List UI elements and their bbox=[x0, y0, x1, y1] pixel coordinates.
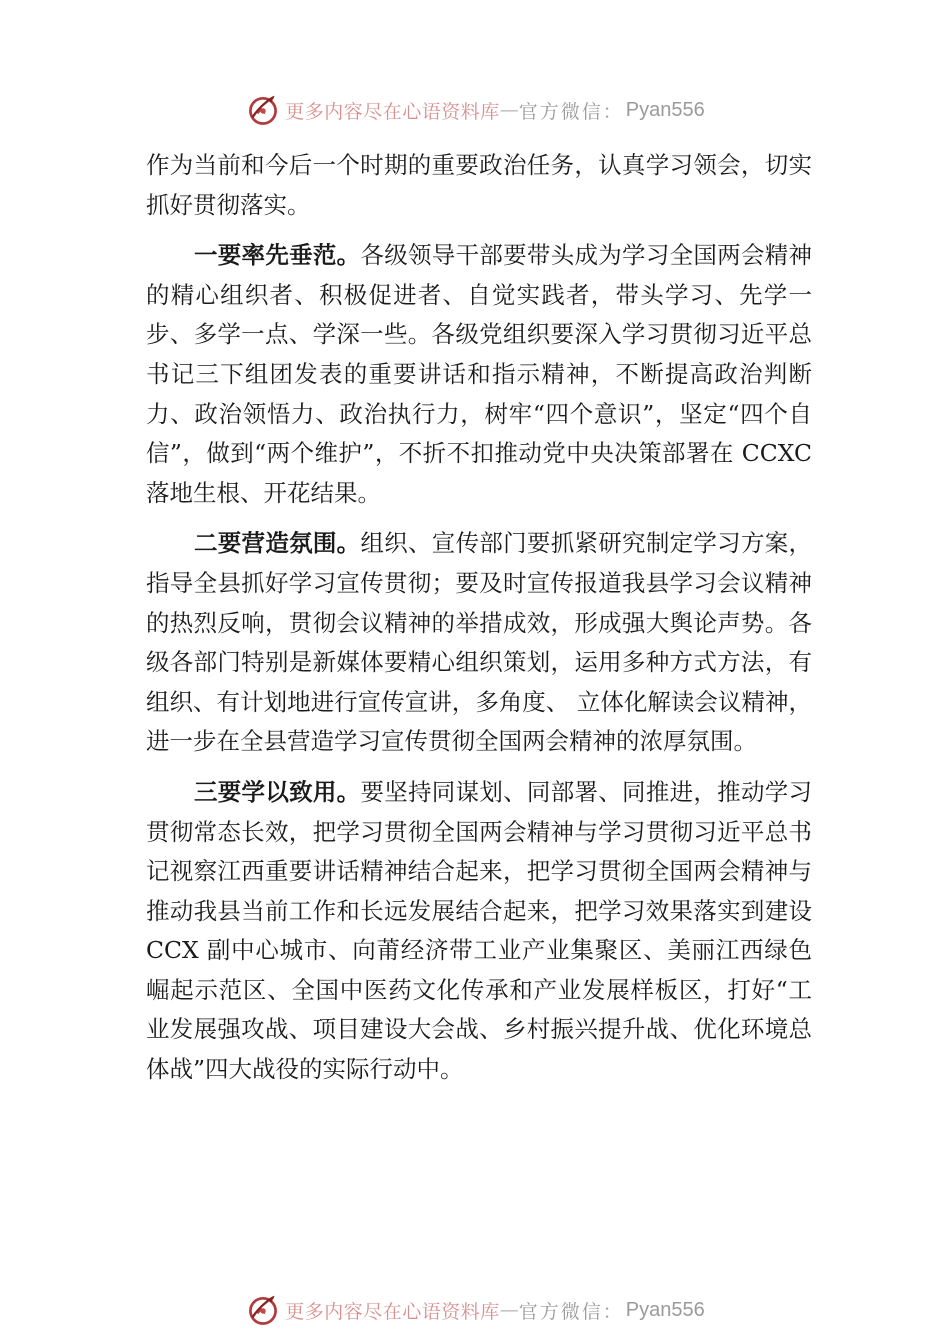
paragraph-section-1 bbox=[146, 236, 812, 513]
paragraph-lead: 三要学以致用。 bbox=[194, 777, 361, 806]
watermark-title: 更多内容尽在心语资料库 bbox=[285, 100, 500, 123]
paragraph-lead: 一要率先垂范。 bbox=[194, 241, 361, 270]
watermark-title: 更多内容尽在心语资料库 bbox=[285, 1300, 500, 1323]
paragraph-body: 各级领导干部要带头成为学习全国两会精神的精心组织者、积极促进者、自觉实践者，带头学习、先学一步、多学一点、学深一些。各级党组织要深入学习贯彻习近平总书记三下组团发表的重要讲话和指示精神，不断提高政治判断力、政治领悟力、政治执行力，树牢“四个意识”，坚定“四个自信”，做到“两个维护”，不折不扣推动党中央决策部署在 CCXC 落地生根、开花结果。 bbox=[146, 241, 813, 507]
header-watermark bbox=[0, 90, 950, 130]
paragraph-lead: 二要营造氛围。 bbox=[194, 529, 361, 558]
watermark-dash: — bbox=[499, 1299, 519, 1321]
watermark-label: 官方微信： bbox=[518, 1300, 624, 1323]
paragraph-section-2 bbox=[146, 524, 812, 762]
watermark-logo-icon bbox=[245, 1292, 281, 1328]
watermark-label: 官方微信： bbox=[518, 100, 624, 123]
watermark-logo-icon bbox=[245, 92, 281, 128]
watermark-dash: — bbox=[499, 99, 519, 121]
watermark-id: Pyan556 bbox=[625, 98, 705, 121]
paragraph-body: 作为当前和今后一个时期的重要政治任务，认真学习领会，切实抓好贯彻落实。 bbox=[146, 151, 812, 219]
paragraph-section-3 bbox=[146, 773, 812, 1090]
document-body bbox=[146, 146, 812, 1101]
paragraph-body: 要坚持同谋划、同部署、同推进，推动学习贯彻常态长效，把学习贯彻全国两会精神与学习贯彻习近平总书记视察江西重要讲话精神结合起来，把学习贯彻全国两会精神与推动我县当前工作和长远发展结合起来，把学习效果落实到建设 CCX 副中心城市、向莆经济带工业产业集聚区、美丽江西绿色崛起示范区、全国中医药文化传承和产业发展样板区，打好“工业发展强攻战、项目建设大会战、乡村振兴提升战、优化环境总体战”四大战役的实际行动中。 bbox=[146, 777, 813, 1084]
footer-watermark bbox=[0, 1290, 950, 1330]
paragraph-body: 组织、宣传部门要抓紧研究制定学习方案，指导全县抓好学习宣传贯彻；要及时宣传报道我县学习会议精神的热烈反响，贯彻会议精神的举措成效，形成强大舆论声势。各级各部门特别是新媒体要精心组织策划，运用多种方式方法，有组织、有计划地进行宣传宣讲，多角度、 立体化解读会议精神，进一步在全县营造学习宣传贯彻全国两会精神的浓厚氛围。 bbox=[146, 529, 813, 756]
watermark-id: Pyan556 bbox=[625, 1298, 705, 1321]
paragraph-intro bbox=[146, 146, 812, 225]
